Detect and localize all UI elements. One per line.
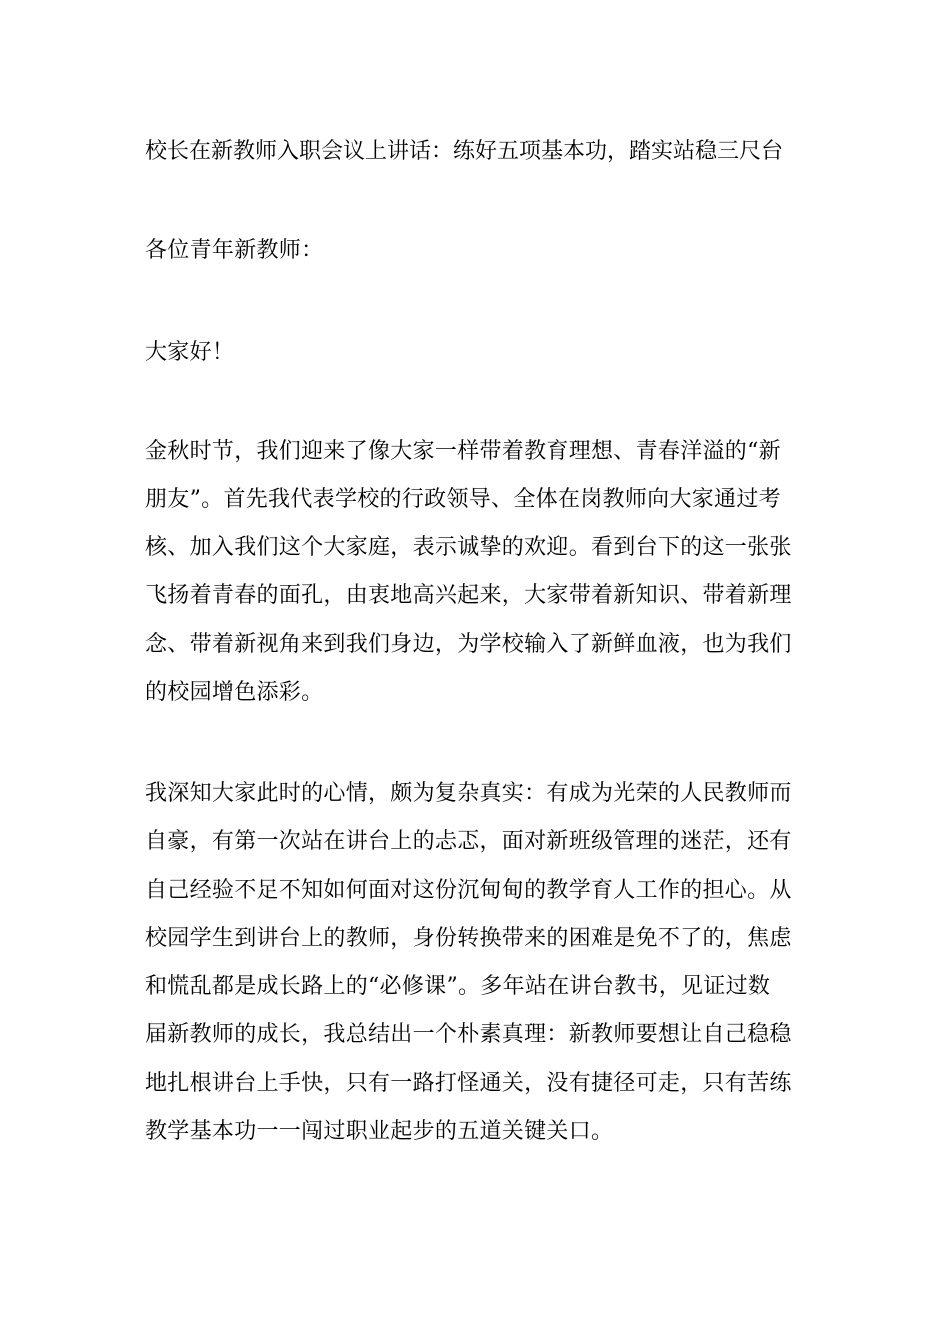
paragraph-line: 朋友”。首先我代表学校的行政领导、全体在岗教师向大家通过考	[145, 487, 781, 512]
paragraph-line: 自豪，有第一次站在讲台上的忐忑，面对新班级管理的迷茫，还有	[145, 829, 792, 854]
paragraph-line: 我深知大家此时的心情，颇为复杂真实：有成为光荣的人民教师而	[145, 781, 792, 806]
paragraph-line: 自己经验不足不知如何面对这份沉甸甸的教学育人工作的担心。从	[145, 878, 792, 903]
paragraph-line: 飞扬着青春的面孔，由衷地高兴起来，大家带着新知识、带着新理	[145, 583, 792, 608]
paragraph-line: 的校园增色添彩。	[145, 680, 324, 705]
paragraph-line: 届新教师的成长，我总结出一个朴素真理：新教师要想让自己稳稳	[145, 1022, 792, 1047]
paragraph-line: 地扎根讲台上手快，只有一路打怪通关，没有捷径可走，只有苦练	[145, 1071, 792, 1096]
paragraph-line: 念、带着新视角来到我们身边，为学校输入了新鲜血液，也为我们	[145, 632, 792, 657]
salutation: 各位青年新教师：	[145, 238, 324, 263]
greeting: 大家好！	[145, 340, 235, 365]
paragraph-line: 和慌乱都是成长路上的“必修课”。多年站在讲台教书，见证过数	[145, 974, 771, 999]
paragraph-line: 金秋时节，我们迎来了像大家一样带着教育理想、青春洋溢的“新	[145, 439, 781, 464]
paragraph-line: 教学基本功一一闯过职业起步的五道关键关口。	[145, 1119, 614, 1144]
paragraph-line: 校园学生到讲台上的教师，身份转换带来的困难是免不了的，焦虑	[145, 926, 792, 951]
paragraph-line: 核、加入我们这个大家庭，表示诚挚的欢迎。看到台下的这一张张	[145, 535, 792, 560]
document-title: 校长在新教师入职会议上讲话：练好五项基本功，踏实站稳三尺台	[145, 139, 784, 164]
